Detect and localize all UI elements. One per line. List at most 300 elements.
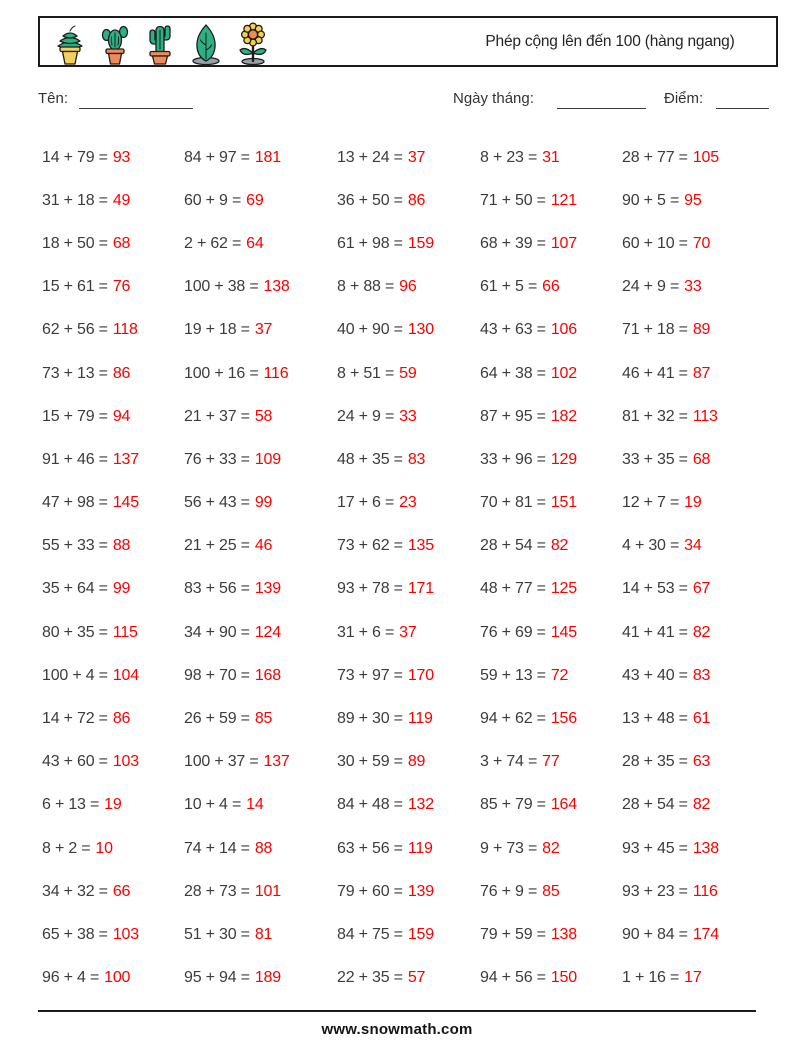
problem — [337, 309, 480, 352]
problem — [480, 179, 622, 222]
problem — [480, 957, 622, 1000]
problem — [337, 568, 480, 611]
problem-answer: 174 — [692, 925, 719, 943]
problem-answer: 105 — [692, 148, 719, 166]
problem-answer: 83 — [692, 666, 711, 684]
header-icons — [50, 21, 274, 65]
problem-expression: 30 + 59 = — [337, 753, 403, 771]
problem-expression: 100 + 37 = — [184, 753, 259, 771]
problem-expression: 63 + 56 = — [337, 839, 403, 857]
problem-expression: 41 + 41 = — [622, 623, 688, 641]
problem-expression: 8 + 23 = — [480, 148, 538, 166]
problem-expression: 28 + 35 = — [622, 753, 688, 771]
problem-answer: 86 — [112, 710, 131, 728]
problem-expression: 100 + 4 = — [42, 666, 108, 684]
problem — [184, 525, 337, 568]
problem — [337, 266, 480, 309]
problem-answer: 34 — [684, 537, 702, 555]
problem — [184, 870, 337, 913]
problem-answer: 63 — [692, 753, 711, 771]
problem-expression: 61 + 5 = — [480, 278, 538, 296]
problem — [480, 697, 622, 740]
problem — [622, 697, 754, 740]
problem-answer: 99 — [254, 494, 273, 512]
problem-expression: 61 + 98 = — [337, 234, 403, 252]
problem — [480, 266, 622, 309]
problem-expression: 71 + 50 = — [480, 191, 546, 209]
problem — [337, 957, 480, 1000]
problem-answer: 76 — [112, 278, 131, 296]
problem-answer: 77 — [542, 753, 560, 771]
problem-answer: 99 — [112, 580, 131, 598]
problem-expression: 33 + 35 = — [622, 450, 688, 468]
problem — [622, 611, 754, 654]
problem-answer: 135 — [407, 537, 434, 555]
problem-answer: 82 — [692, 796, 711, 814]
potted-aloe-icon — [50, 21, 90, 65]
problem — [480, 827, 622, 870]
problem — [184, 654, 337, 697]
problem-expression: 14 + 53 = — [622, 580, 688, 598]
problem — [622, 222, 754, 265]
problem-answer: 33 — [399, 407, 417, 425]
problem-expression: 31 + 6 = — [337, 623, 395, 641]
problem-expression: 33 + 96 = — [480, 450, 546, 468]
problem-answer: 49 — [112, 191, 131, 209]
problem-answer: 104 — [112, 666, 139, 684]
problem-expression: 28 + 54 = — [622, 796, 688, 814]
problem — [480, 913, 622, 956]
problem-answer: 109 — [254, 450, 281, 468]
problem-answer: 69 — [246, 191, 264, 209]
problem-expression: 34 + 90 = — [184, 623, 250, 641]
problem-answer: 83 — [407, 450, 426, 468]
problem-answer: 100 — [104, 969, 131, 987]
problem — [622, 568, 754, 611]
problem — [337, 438, 480, 481]
problem — [42, 741, 184, 784]
problem — [337, 913, 480, 956]
problem-expression: 81 + 32 = — [622, 407, 688, 425]
problem-expression: 84 + 97 = — [184, 148, 250, 166]
problem-answer: 82 — [692, 623, 711, 641]
problem — [184, 136, 337, 179]
header — [38, 16, 778, 67]
problem-expression: 87 + 95 = — [480, 407, 546, 425]
problem-answer: 118 — [112, 321, 138, 339]
problem — [480, 395, 622, 438]
problem — [184, 784, 337, 827]
problem — [42, 179, 184, 222]
problem-answer: 94 — [112, 407, 131, 425]
bush-icon — [185, 21, 227, 65]
problem-answer: 88 — [112, 537, 131, 555]
problem-answer: 82 — [550, 537, 569, 555]
worksheet-title: Phép cộng lên đến 100 (hàng ngang) — [485, 32, 735, 50]
problem-expression: 28 + 77 = — [622, 148, 688, 166]
problem-expression: 76 + 33 = — [184, 450, 250, 468]
problem-expression: 35 + 64 = — [42, 580, 108, 598]
problem — [337, 827, 480, 870]
problem-expression: 62 + 56 = — [42, 321, 108, 339]
problem-expression: 21 + 37 = — [184, 407, 250, 425]
problem — [184, 352, 337, 395]
problem-expression: 96 + 4 = — [42, 969, 100, 987]
problem — [622, 957, 754, 1000]
problem-answer: 137 — [263, 753, 290, 771]
name-label: Tên: — [38, 90, 69, 107]
tall-cactus-icon — [140, 21, 180, 65]
problem — [184, 741, 337, 784]
problem-expression: 19 + 18 = — [184, 321, 250, 339]
problem-expression: 10 + 4 = — [184, 796, 242, 814]
problem-answer: 151 — [550, 494, 577, 512]
problem-expression: 70 + 81 = — [480, 494, 546, 512]
problem — [622, 395, 754, 438]
problem-answer: 14 — [246, 796, 264, 814]
problem-answer: 181 — [254, 148, 281, 166]
problem — [622, 438, 754, 481]
problem — [184, 395, 337, 438]
problem-expression: 43 + 63 = — [480, 321, 546, 339]
problem — [480, 611, 622, 654]
problem-answer: 37 — [399, 623, 417, 641]
problem-expression: 55 + 33 = — [42, 537, 108, 555]
problem — [184, 438, 337, 481]
problem — [42, 438, 184, 481]
problem-answer: 106 — [550, 321, 577, 339]
problem-answer: 139 — [254, 580, 281, 598]
problem-answer: 37 — [254, 321, 273, 339]
problem-answer: 93 — [112, 148, 131, 166]
problem — [480, 482, 622, 525]
problem-expression: 73 + 97 = — [337, 666, 403, 684]
score-blank-line — [716, 108, 769, 109]
problem-expression: 13 + 24 = — [337, 148, 403, 166]
problem-expression: 43 + 40 = — [622, 666, 688, 684]
problem-expression: 71 + 18 = — [622, 321, 688, 339]
problem-expression: 15 + 79 = — [42, 407, 108, 425]
problem — [337, 179, 480, 222]
problem-answer: 101 — [254, 882, 281, 900]
problem-expression: 80 + 35 = — [42, 623, 108, 641]
problem — [480, 870, 622, 913]
problem — [184, 309, 337, 352]
problem-expression: 84 + 48 = — [337, 796, 403, 814]
problem-expression: 90 + 84 = — [622, 925, 688, 943]
sunflower-icon — [232, 21, 274, 65]
problem — [480, 438, 622, 481]
footer-divider — [38, 1010, 756, 1012]
problem-answer: 103 — [112, 753, 139, 771]
problem — [337, 654, 480, 697]
problem-answer: 85 — [254, 710, 273, 728]
problem — [42, 957, 184, 1000]
problem — [622, 913, 754, 956]
problem-answer: 170 — [407, 666, 434, 684]
problem — [337, 741, 480, 784]
problem-answer: 182 — [550, 407, 577, 425]
problem — [42, 136, 184, 179]
problem-expression: 98 + 70 = — [184, 666, 250, 684]
problem-answer: 87 — [692, 364, 711, 382]
problem-expression: 4 + 30 = — [622, 537, 680, 555]
problem — [184, 913, 337, 956]
problem-expression: 95 + 94 = — [184, 969, 250, 987]
problem-expression: 9 + 73 = — [480, 839, 538, 857]
problem-expression: 100 + 38 = — [184, 278, 259, 296]
problem-expression: 18 + 50 = — [42, 234, 108, 252]
problem — [42, 913, 184, 956]
problem-answer: 86 — [407, 191, 426, 209]
problem-expression: 91 + 46 = — [42, 450, 108, 468]
problem — [42, 525, 184, 568]
problem-answer: 116 — [263, 364, 289, 382]
problem-expression: 21 + 25 = — [184, 537, 250, 555]
problem-expression: 22 + 35 = — [337, 969, 403, 987]
problem — [622, 266, 754, 309]
problem — [337, 352, 480, 395]
problem-expression: 73 + 13 = — [42, 364, 108, 382]
problem-expression: 84 + 75 = — [337, 925, 403, 943]
problem-expression: 24 + 9 = — [622, 278, 680, 296]
score-label: Điểm: — [664, 90, 704, 107]
problem-answer: 31 — [542, 148, 560, 166]
problem-answer: 116 — [692, 882, 718, 900]
problem-answer: 103 — [112, 925, 139, 943]
problem-expression: 76 + 69 = — [480, 623, 546, 641]
problem-expression: 13 + 48 = — [622, 710, 688, 728]
problem-expression: 47 + 98 = — [42, 494, 108, 512]
problem-answer: 138 — [692, 839, 719, 857]
problem — [337, 482, 480, 525]
problem — [622, 179, 754, 222]
problem-expression: 93 + 78 = — [337, 580, 403, 598]
problem-expression: 36 + 50 = — [337, 191, 403, 209]
problem-answer: 67 — [692, 580, 711, 598]
problem-expression: 94 + 56 = — [480, 969, 546, 987]
problem-expression: 48 + 77 = — [480, 580, 546, 598]
problem — [42, 222, 184, 265]
problem — [622, 482, 754, 525]
problem-answer: 81 — [254, 925, 273, 943]
problem — [337, 525, 480, 568]
problem — [480, 309, 622, 352]
problem — [184, 697, 337, 740]
problem-expression: 51 + 30 = — [184, 925, 250, 943]
problem-answer: 125 — [550, 580, 577, 598]
problem-answer: 130 — [407, 321, 434, 339]
problem — [337, 395, 480, 438]
problem-answer: 37 — [407, 148, 426, 166]
problem — [184, 179, 337, 222]
problem-expression: 93 + 45 = — [622, 839, 688, 857]
problem-answer: 159 — [407, 925, 434, 943]
problem-expression: 2 + 62 = — [184, 234, 242, 252]
problem-expression: 28 + 54 = — [480, 537, 546, 555]
problem-answer: 102 — [550, 364, 577, 382]
problem-answer: 17 — [684, 969, 702, 987]
problem-answer: 68 — [692, 450, 711, 468]
problem — [480, 222, 622, 265]
problem — [622, 309, 754, 352]
problem-answer: 88 — [254, 839, 273, 857]
problem-expression: 8 + 51 = — [337, 364, 395, 382]
date-label: Ngày tháng: — [453, 90, 534, 107]
problem-answer: 66 — [542, 278, 560, 296]
problem — [480, 525, 622, 568]
problem-answer: 137 — [112, 450, 139, 468]
problem-expression: 68 + 39 = — [480, 234, 546, 252]
problem-expression: 79 + 60 = — [337, 882, 403, 900]
problem-answer: 19 — [104, 796, 122, 814]
problem-expression: 65 + 38 = — [42, 925, 108, 943]
problem — [184, 222, 337, 265]
problem-expression: 8 + 2 = — [42, 839, 91, 857]
problem — [42, 654, 184, 697]
name-blank-line — [79, 108, 193, 109]
problem-answer: 171 — [407, 580, 434, 598]
problem-expression: 46 + 41 = — [622, 364, 688, 382]
problem — [42, 309, 184, 352]
problem — [42, 611, 184, 654]
problem-answer: 33 — [684, 278, 702, 296]
problem-answer: 113 — [692, 407, 718, 425]
problem-expression: 12 + 7 = — [622, 494, 680, 512]
problem — [622, 741, 754, 784]
problem-expression: 8 + 88 = — [337, 278, 395, 296]
problem-expression: 60 + 9 = — [184, 191, 242, 209]
problem-answer: 23 — [399, 494, 417, 512]
problem-answer: 82 — [542, 839, 560, 857]
problem — [337, 136, 480, 179]
problem-answer: 156 — [550, 710, 577, 728]
problem — [480, 741, 622, 784]
problem-expression: 31 + 18 = — [42, 191, 108, 209]
problem — [42, 870, 184, 913]
problem-expression: 14 + 72 = — [42, 710, 108, 728]
problem-answer: 19 — [684, 494, 702, 512]
problem-answer: 89 — [407, 753, 426, 771]
problem-expression: 28 + 73 = — [184, 882, 250, 900]
problem-answer: 107 — [550, 234, 577, 252]
problem — [42, 266, 184, 309]
problem-expression: 48 + 35 = — [337, 450, 403, 468]
problem-answer: 58 — [254, 407, 273, 425]
problem-expression: 15 + 61 = — [42, 278, 108, 296]
problem — [184, 611, 337, 654]
problem — [42, 482, 184, 525]
problem-expression: 24 + 9 = — [337, 407, 395, 425]
problem — [337, 784, 480, 827]
problem-answer: 164 — [550, 796, 577, 814]
problem-answer: 96 — [399, 278, 417, 296]
problem-expression: 56 + 43 = — [184, 494, 250, 512]
problem — [622, 870, 754, 913]
problem — [184, 957, 337, 1000]
problem-expression: 73 + 62 = — [337, 537, 403, 555]
problem-expression: 6 + 13 = — [42, 796, 100, 814]
problem-answer: 66 — [112, 882, 131, 900]
problem-answer: 115 — [112, 623, 138, 641]
problem — [622, 352, 754, 395]
fields-row — [0, 88, 794, 114]
problem-answer: 86 — [112, 364, 131, 382]
problem-answer: 57 — [407, 969, 426, 987]
problem-expression: 74 + 14 = — [184, 839, 250, 857]
problem — [622, 136, 754, 179]
problem-answer: 159 — [407, 234, 434, 252]
problem-expression: 3 + 74 = — [480, 753, 538, 771]
problem-answer: 95 — [684, 191, 702, 209]
problem-expression: 89 + 30 = — [337, 710, 403, 728]
problem-answer: 189 — [254, 969, 281, 987]
problem — [42, 697, 184, 740]
problem — [42, 395, 184, 438]
problem-expression: 59 + 13 = — [480, 666, 546, 684]
problem-expression: 1 + 16 = — [622, 969, 680, 987]
problem — [184, 266, 337, 309]
problem-answer: 85 — [542, 882, 560, 900]
problem-answer: 46 — [254, 537, 273, 555]
problem-answer: 138 — [263, 278, 290, 296]
problem-expression: 43 + 60 = — [42, 753, 108, 771]
problem — [622, 654, 754, 697]
problem-expression: 90 + 5 = — [622, 191, 680, 209]
problem-answer: 72 — [550, 666, 569, 684]
problem-expression: 17 + 6 = — [337, 494, 395, 512]
problem-expression: 64 + 38 = — [480, 364, 546, 382]
problem-answer: 145 — [550, 623, 577, 641]
problem-answer: 150 — [550, 969, 577, 987]
problem — [480, 784, 622, 827]
problem-expression: 14 + 79 = — [42, 148, 108, 166]
problem-answer: 121 — [550, 191, 577, 209]
problem — [622, 525, 754, 568]
problem-expression: 40 + 90 = — [337, 321, 403, 339]
problem — [622, 784, 754, 827]
problem-answer: 168 — [254, 666, 281, 684]
problem-answer: 124 — [254, 623, 281, 641]
problem-answer: 10 — [95, 839, 113, 857]
problem — [184, 827, 337, 870]
problem-expression: 76 + 9 = — [480, 882, 538, 900]
problem-expression: 100 + 16 = — [184, 364, 259, 382]
problem-answer: 132 — [407, 796, 434, 814]
problem-answer: 145 — [112, 494, 139, 512]
cactus-two-arms-icon — [95, 21, 135, 65]
problem-expression: 83 + 56 = — [184, 580, 250, 598]
problem — [184, 482, 337, 525]
problem-answer: 64 — [246, 234, 264, 252]
problem-expression: 85 + 79 = — [480, 796, 546, 814]
problem — [622, 827, 754, 870]
problem-answer: 119 — [407, 839, 433, 857]
problem-answer: 68 — [112, 234, 131, 252]
problem — [337, 870, 480, 913]
problem-expression: 93 + 23 = — [622, 882, 688, 900]
problem-answer: 61 — [692, 710, 711, 728]
problem — [184, 568, 337, 611]
problem — [337, 697, 480, 740]
problem — [42, 568, 184, 611]
problem-expression: 79 + 59 = — [480, 925, 546, 943]
problem — [480, 136, 622, 179]
problems-grid — [42, 136, 754, 1000]
problem-answer: 138 — [550, 925, 577, 943]
problem — [480, 568, 622, 611]
problem — [337, 611, 480, 654]
